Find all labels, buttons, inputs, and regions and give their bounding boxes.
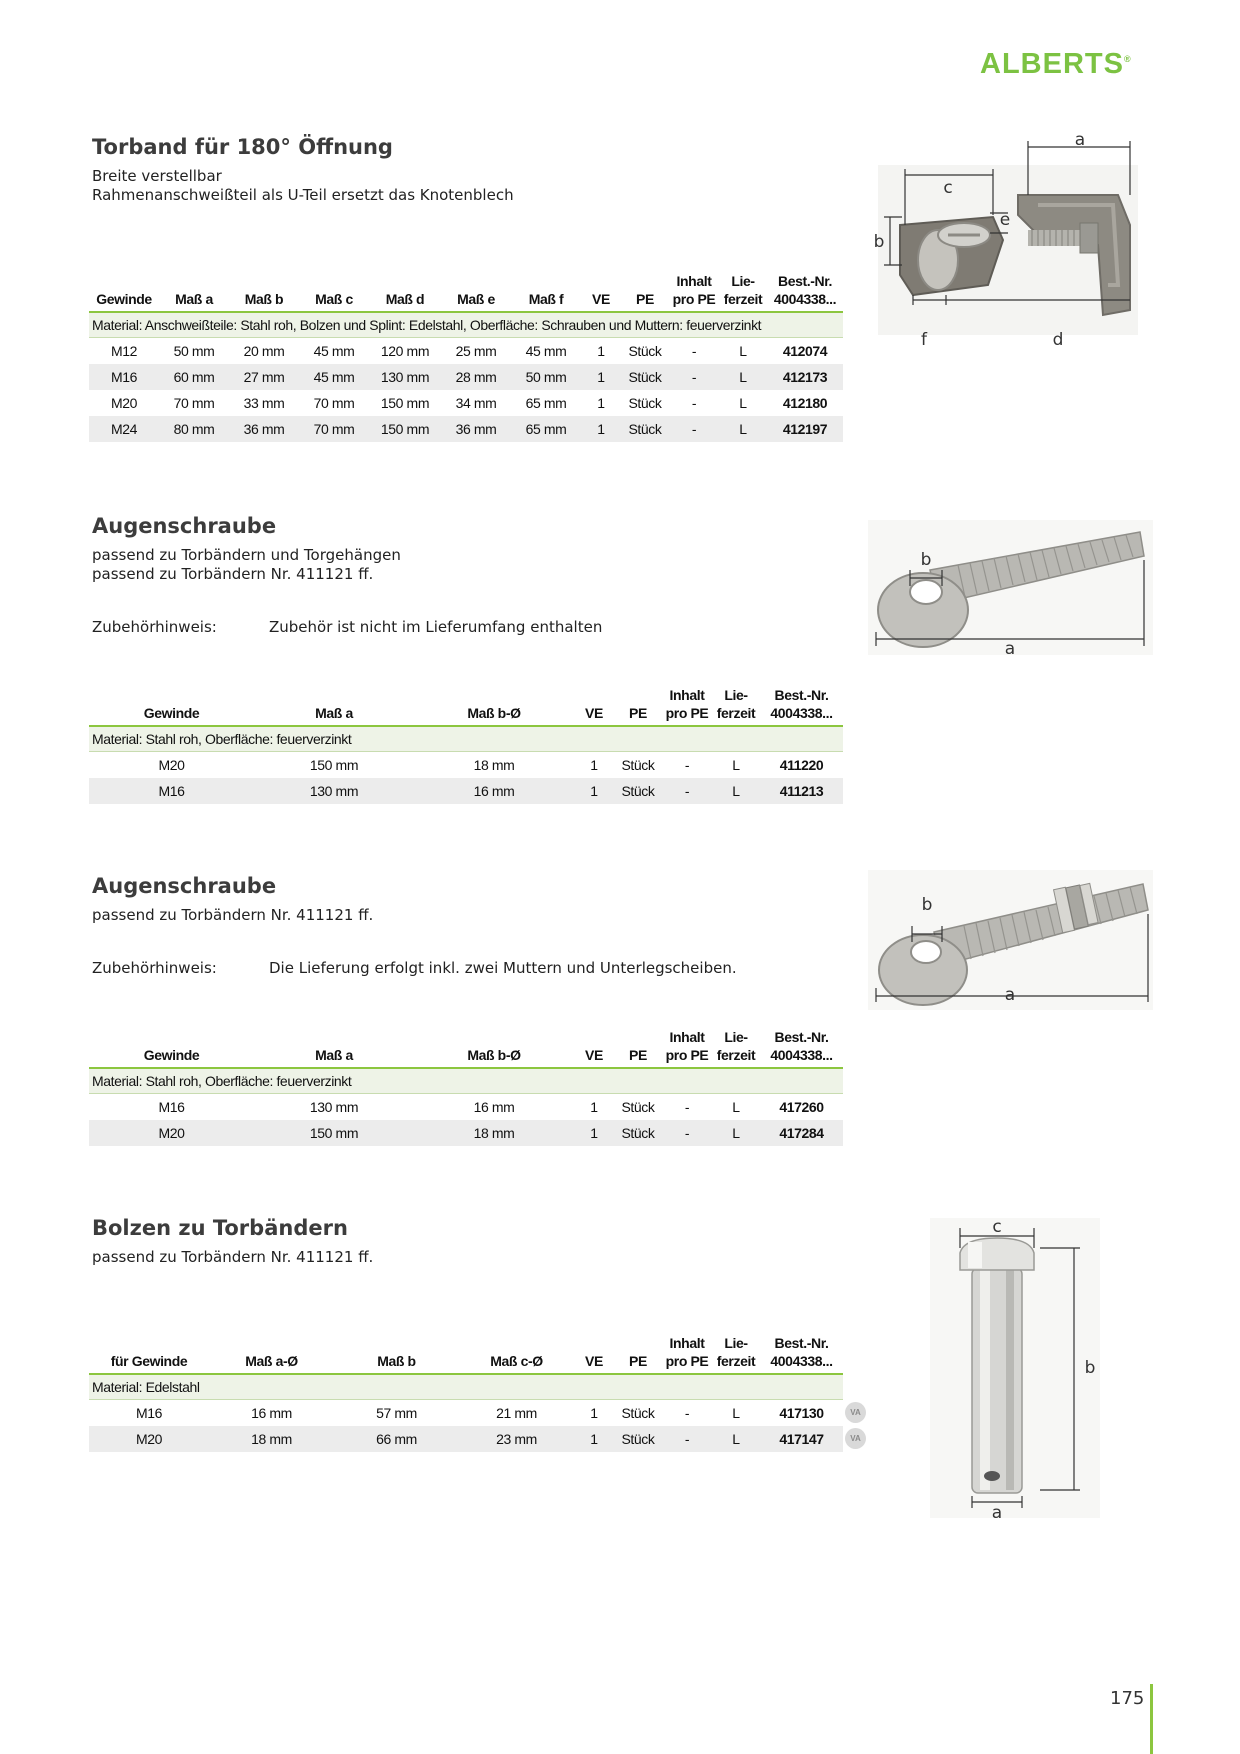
material-row: Material: Stahl roh, Oberfläche: feuerverzinkt bbox=[89, 726, 843, 752]
product-table-augenschraube-1 bbox=[89, 686, 843, 804]
gate-pin-image bbox=[930, 1218, 1100, 1518]
order-number: 417260 bbox=[779, 1099, 824, 1115]
col-header: Inhalt pro PE bbox=[662, 1028, 712, 1068]
product-description: passend zu Torbändern Nr. 411121 ff. bbox=[92, 906, 374, 924]
col-header: Maß a bbox=[254, 686, 414, 726]
dimension-label-b: b bbox=[1084, 1358, 1096, 1378]
material-row: Material: Stahl roh, Oberfläche: feuerverzinkt bbox=[89, 1068, 843, 1094]
accessory-note-text: Die Lieferung erfolgt inkl. zwei Muttern und Unterlegscheiben. bbox=[269, 959, 737, 977]
col-header: Gewinde bbox=[89, 272, 159, 312]
dimension-label-c: c bbox=[943, 178, 953, 198]
col-header: VE bbox=[574, 686, 614, 726]
product-table-bolzen bbox=[89, 1334, 843, 1452]
dimension-label-c: c bbox=[992, 1218, 1002, 1237]
dimension-label-b: b bbox=[920, 550, 932, 570]
torband-hinge-image bbox=[868, 135, 1148, 345]
col-header: Maß f bbox=[511, 272, 581, 312]
table-row: M20 70 mm 33 mm 70 mm 150 mm 34 mm 65 mm 1 Stück - L 412180 bbox=[89, 390, 843, 416]
dimension-label-a: a bbox=[1004, 985, 1016, 1005]
col-header: Best.-Nr. 4004338... bbox=[760, 1334, 843, 1374]
eye-bolt-with-nuts-image bbox=[868, 870, 1153, 1010]
col-header: PE bbox=[621, 272, 669, 312]
table-row: M20 150 mm 18 mm 1 Stück - L 417284 bbox=[89, 1120, 843, 1146]
col-header: Gewinde bbox=[89, 686, 254, 726]
col-header: Maß b-Ø bbox=[414, 686, 574, 726]
eye-bolt-image bbox=[868, 520, 1153, 655]
product-title: Augenschraube bbox=[92, 514, 277, 538]
table-row: M16 60 mm 27 mm 45 mm 130 mm 28 mm 50 mm 1 Stück - L 412173 bbox=[89, 364, 843, 390]
product-title: Augenschraube bbox=[92, 874, 277, 898]
col-header: Maß c-Ø bbox=[459, 1334, 574, 1374]
page-number-bar bbox=[1150, 1684, 1153, 1754]
col-header: Maß e bbox=[441, 272, 511, 312]
order-number: 411213 bbox=[760, 778, 843, 804]
table-header-row bbox=[89, 1028, 843, 1068]
order-number: 412173 bbox=[767, 364, 843, 390]
col-header: VE bbox=[574, 1334, 614, 1374]
table-row: M20 18 mm 66 mm 23 mm 1 Stück - L 417147 bbox=[89, 1426, 843, 1452]
col-header: PE bbox=[614, 686, 662, 726]
col-header: PE bbox=[614, 1028, 662, 1068]
order-number: 412197 bbox=[767, 416, 843, 442]
stainless-steel-badge: VA bbox=[845, 1402, 866, 1423]
table-row: M12 50 mm 20 mm 45 mm 120 mm 25 mm 45 mm 1 Stück - L 412074 bbox=[89, 338, 843, 365]
material-row: Material: Anschweißteile: Stahl roh, Bolzen und Splint: Edelstahl, Oberfläche: Schrauben und Muttern: feuerverzinkt bbox=[89, 312, 843, 338]
material-row: Material: Edelstahl bbox=[89, 1374, 843, 1400]
order-number: 411220 bbox=[779, 757, 824, 773]
dimension-label-a: a bbox=[991, 1503, 1003, 1518]
col-header: Maß c bbox=[299, 272, 369, 312]
col-header: Lie- ferzeit bbox=[712, 686, 760, 726]
order-number: 417147 bbox=[760, 1426, 843, 1452]
product-section-augenschraube-1 bbox=[92, 512, 852, 638]
col-header: PE bbox=[614, 1334, 662, 1374]
order-number: 417130 bbox=[779, 1405, 824, 1421]
dimension-label-b: b bbox=[921, 895, 933, 915]
col-header: Best.-Nr. 4004338... bbox=[767, 272, 843, 312]
col-header: Inhalt pro PE bbox=[662, 686, 712, 726]
accessory-note bbox=[92, 618, 852, 638]
col-header: VE bbox=[581, 272, 621, 312]
col-header: Lie- ferzeit bbox=[712, 1334, 760, 1374]
dimension-label-f: f bbox=[921, 330, 927, 345]
product-section-torband bbox=[92, 133, 852, 205]
col-header: Lie- ferzeit bbox=[719, 272, 767, 312]
dimension-label-a: a bbox=[1004, 639, 1016, 655]
table-header-row bbox=[89, 686, 843, 726]
table-row: M16 16 mm 57 mm 21 mm 1 Stück - L 417130 bbox=[89, 1400, 843, 1427]
product-title: Bolzen zu Torbändern bbox=[92, 1216, 348, 1240]
dimension-label-a: a bbox=[1074, 135, 1086, 150]
order-number: 412074 bbox=[782, 343, 828, 359]
product-title: Torband für 180° Öffnung bbox=[92, 135, 393, 159]
col-header: Maß b bbox=[334, 1334, 459, 1374]
product-table-augenschraube-2 bbox=[89, 1028, 843, 1146]
product-description: passend zu Torbändern und Torgehängen passend zu Torbändern Nr. 411121 ff. bbox=[92, 546, 401, 583]
table-row: M16 130 mm 16 mm 1 Stück - L 411213 bbox=[89, 778, 843, 804]
product-description: Breite verstellbar Rahmenanschweißteil als U-Teil ersetzt das Knotenblech bbox=[92, 167, 514, 204]
product-description: passend zu Torbändern Nr. 411121 ff. bbox=[92, 1248, 374, 1266]
accessory-note-label: Zubehörhinweis: bbox=[92, 959, 217, 977]
col-header: Maß b bbox=[229, 272, 299, 312]
col-header: Maß b-Ø bbox=[414, 1028, 574, 1068]
stainless-steel-badge: VA bbox=[845, 1428, 866, 1449]
page-number: 175 bbox=[1110, 1688, 1145, 1709]
col-header: Inhalt pro PE bbox=[662, 1334, 712, 1374]
table-header-row bbox=[89, 272, 843, 312]
col-header: für Gewinde bbox=[89, 1334, 209, 1374]
col-header: VE bbox=[574, 1028, 614, 1068]
col-header: Inhalt pro PE bbox=[669, 272, 719, 312]
col-header: Maß a-Ø bbox=[209, 1334, 334, 1374]
dimension-label-b: b bbox=[873, 232, 885, 252]
col-header: Lie- ferzeit bbox=[712, 1028, 760, 1068]
table-header-row bbox=[89, 1334, 843, 1374]
dimension-label-d: d bbox=[1052, 330, 1064, 345]
col-header: Best.-Nr. 4004338... bbox=[760, 686, 843, 726]
col-header: Gewinde bbox=[89, 1028, 254, 1068]
col-header: Maß a bbox=[159, 272, 229, 312]
col-header: Maß d bbox=[369, 272, 441, 312]
brand-logo: ALBERTS® bbox=[980, 48, 1132, 80]
col-header: Best.-Nr. 4004338... bbox=[760, 1028, 843, 1068]
product-section-bolzen bbox=[92, 1214, 852, 1267]
product-table-torband bbox=[89, 272, 843, 442]
order-number: 417284 bbox=[760, 1120, 843, 1146]
table-row: M20 150 mm 18 mm 1 Stück - L 411220 bbox=[89, 752, 843, 779]
accessory-note-label: Zubehörhinweis: bbox=[92, 618, 217, 636]
accessory-note bbox=[92, 959, 852, 979]
table-row: M16 130 mm 16 mm 1 Stück - L 417260 bbox=[89, 1094, 843, 1121]
accessory-note-text: Zubehör ist nicht im Lieferumfang enthalten bbox=[269, 618, 603, 636]
table-row: M24 80 mm 36 mm 70 mm 150 mm 36 mm 65 mm 1 Stück - L 412197 bbox=[89, 416, 843, 442]
order-number: 412180 bbox=[782, 395, 828, 411]
product-section-augenschraube-2 bbox=[92, 872, 852, 979]
dimension-label-e: e bbox=[999, 210, 1011, 230]
col-header: Maß a bbox=[254, 1028, 414, 1068]
